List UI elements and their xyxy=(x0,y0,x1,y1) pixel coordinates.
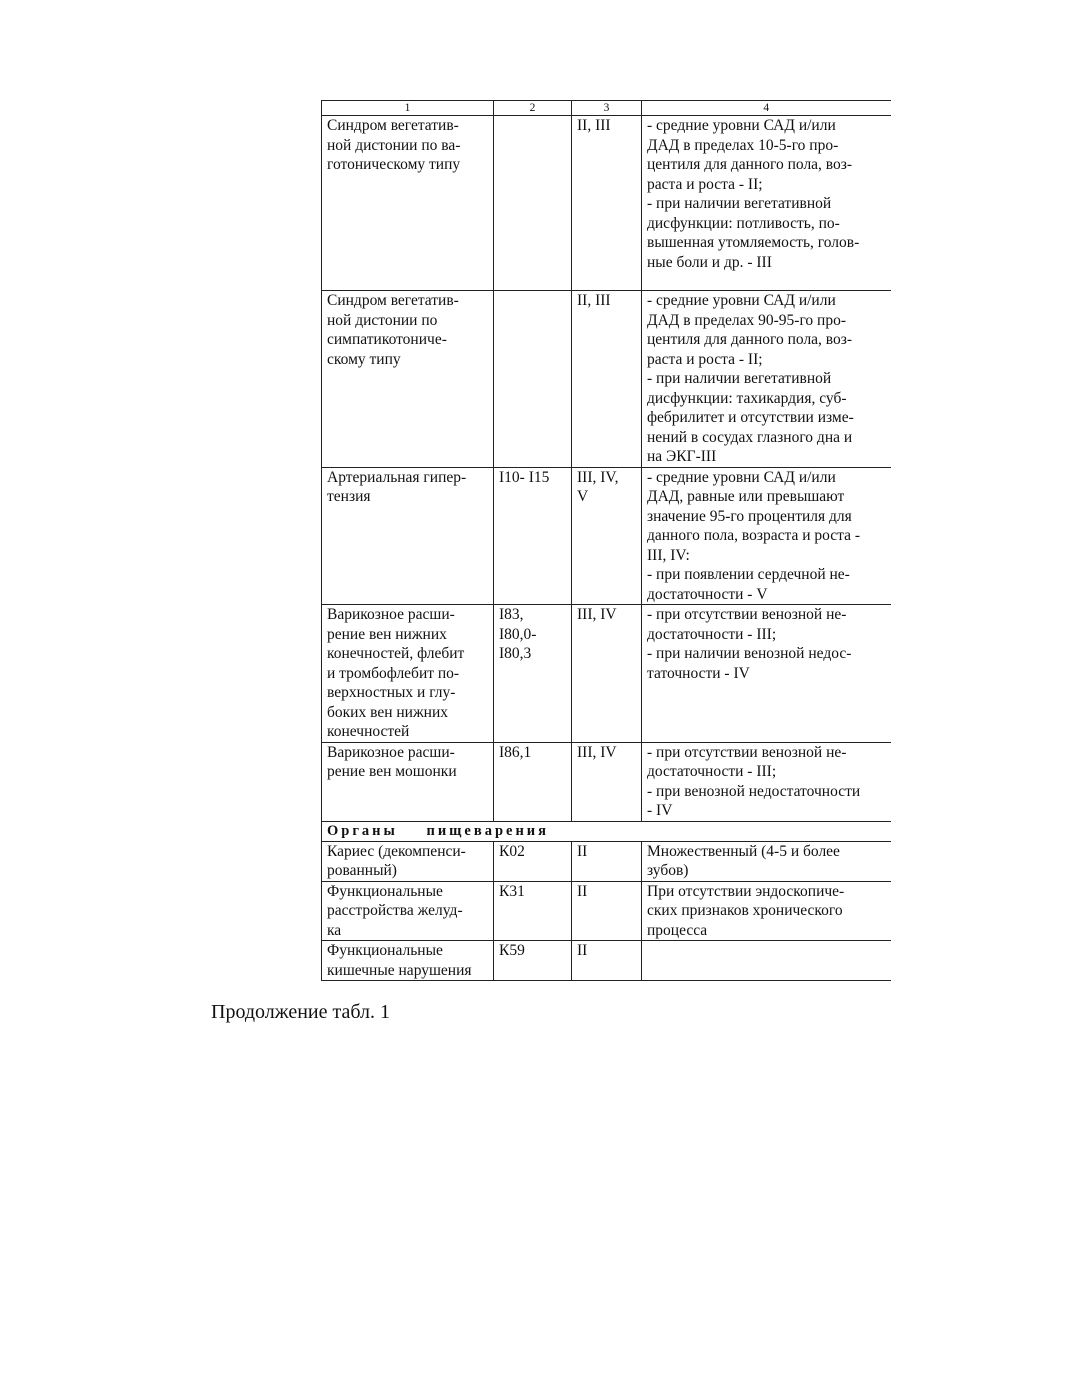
criteria-cell: - средние уровни САД и/или ДАД в пределах 10-5-го про- центиля для данного пола, воз- раста и роста - II; - при наличии вегетативной дисфункции: потливость, по- вышенная утомляемость, голов- ные боли и др. - III xyxy=(642,116,891,291)
health-group-cell: III, IV xyxy=(572,605,642,743)
condition-name-cell: Синдром вегетатив- ной дистонии по симпатикотониче- скому типу xyxy=(322,291,494,468)
health-group-cell: III, IV xyxy=(572,742,642,821)
table-row xyxy=(322,881,891,941)
criteria-cell: - средние уровни САД и/или ДАД, равные или превышают значение 95-го процентиля для данного пола, возраста и роста - III, IV: - при появлении сердечной не- достаточности - V xyxy=(642,467,891,605)
classification-table xyxy=(321,100,891,981)
health-group-cell: III, IV, V xyxy=(572,467,642,605)
icd-code-cell xyxy=(494,116,572,291)
column-number-4: 4 xyxy=(642,101,891,116)
criteria-cell: Множественный (4-5 и более зубов) xyxy=(642,841,891,881)
table-row xyxy=(322,742,891,821)
criteria-cell: - при отсутствии венозной не- достаточности - III; - при венозной недостаточности - IV xyxy=(642,742,891,821)
column-number-row xyxy=(322,101,891,116)
criteria-cell: При отсутствии эндоскопиче- ских признаков хронического процесса xyxy=(642,881,891,941)
condition-name-cell: Артериальная гипер- тензия xyxy=(322,467,494,605)
section-title: Органы пищеварения xyxy=(322,821,891,841)
health-group-cell: II, III xyxy=(572,291,642,468)
condition-name-cell: Кариес (декомпенси- рованный) xyxy=(322,841,494,881)
icd-code-cell: I86,1 xyxy=(494,742,572,821)
criteria-cell: - средние уровни САД и/или ДАД в пределах 90-95-го про- центиля для данного пола, воз- раста и роста - II; - при наличии вегетативной дисфункции: тахикардия, суб- фебрилитет и отсутствии изме- нений в сосудах глазного дна и на ЭКГ-III xyxy=(642,291,891,468)
table-row xyxy=(322,841,891,881)
table-row xyxy=(322,467,891,605)
health-group-cell: II xyxy=(572,881,642,941)
table-continuation-caption: Продолжение табл. 1 xyxy=(211,1001,390,1023)
table-row xyxy=(322,116,891,291)
classification-table-container xyxy=(321,100,890,981)
condition-name-cell: Синдром вегетатив- ной дистонии по ва- готоническому типу xyxy=(322,116,494,291)
health-group-cell: II xyxy=(572,941,642,981)
criteria-cell: - при отсутствии венозной не- достаточности - III; - при наличии венозной недос- таточности - IV xyxy=(642,605,891,743)
icd-code-cell: I83, I80,0- I80,3 xyxy=(494,605,572,743)
table-row xyxy=(322,291,891,468)
table-row xyxy=(322,941,891,981)
column-number-2: 2 xyxy=(494,101,572,116)
icd-code-cell: I10- I15 xyxy=(494,467,572,605)
condition-name-cell: Варикозное расши- рение вен нижних конечностей, флебит и тромбофлебит по- верхностных и глу- боких вен нижних конечностей xyxy=(322,605,494,743)
icd-code-cell: К59 xyxy=(494,941,572,981)
condition-name-cell: Функциональные кишечные нарушения xyxy=(322,941,494,981)
condition-name-cell: Варикозное расши- рение вен мошонки xyxy=(322,742,494,821)
icd-code-cell: К02 xyxy=(494,841,572,881)
section-row xyxy=(322,821,891,841)
column-number-3: 3 xyxy=(572,101,642,116)
icd-code-cell xyxy=(494,291,572,468)
condition-name-cell: Функциональные расстройства желуд- ка xyxy=(322,881,494,941)
health-group-cell: II xyxy=(572,841,642,881)
health-group-cell: II, III xyxy=(572,116,642,291)
icd-code-cell: К31 xyxy=(494,881,572,941)
table-row xyxy=(322,605,891,743)
column-number-1: 1 xyxy=(322,101,494,116)
criteria-cell xyxy=(642,941,891,981)
